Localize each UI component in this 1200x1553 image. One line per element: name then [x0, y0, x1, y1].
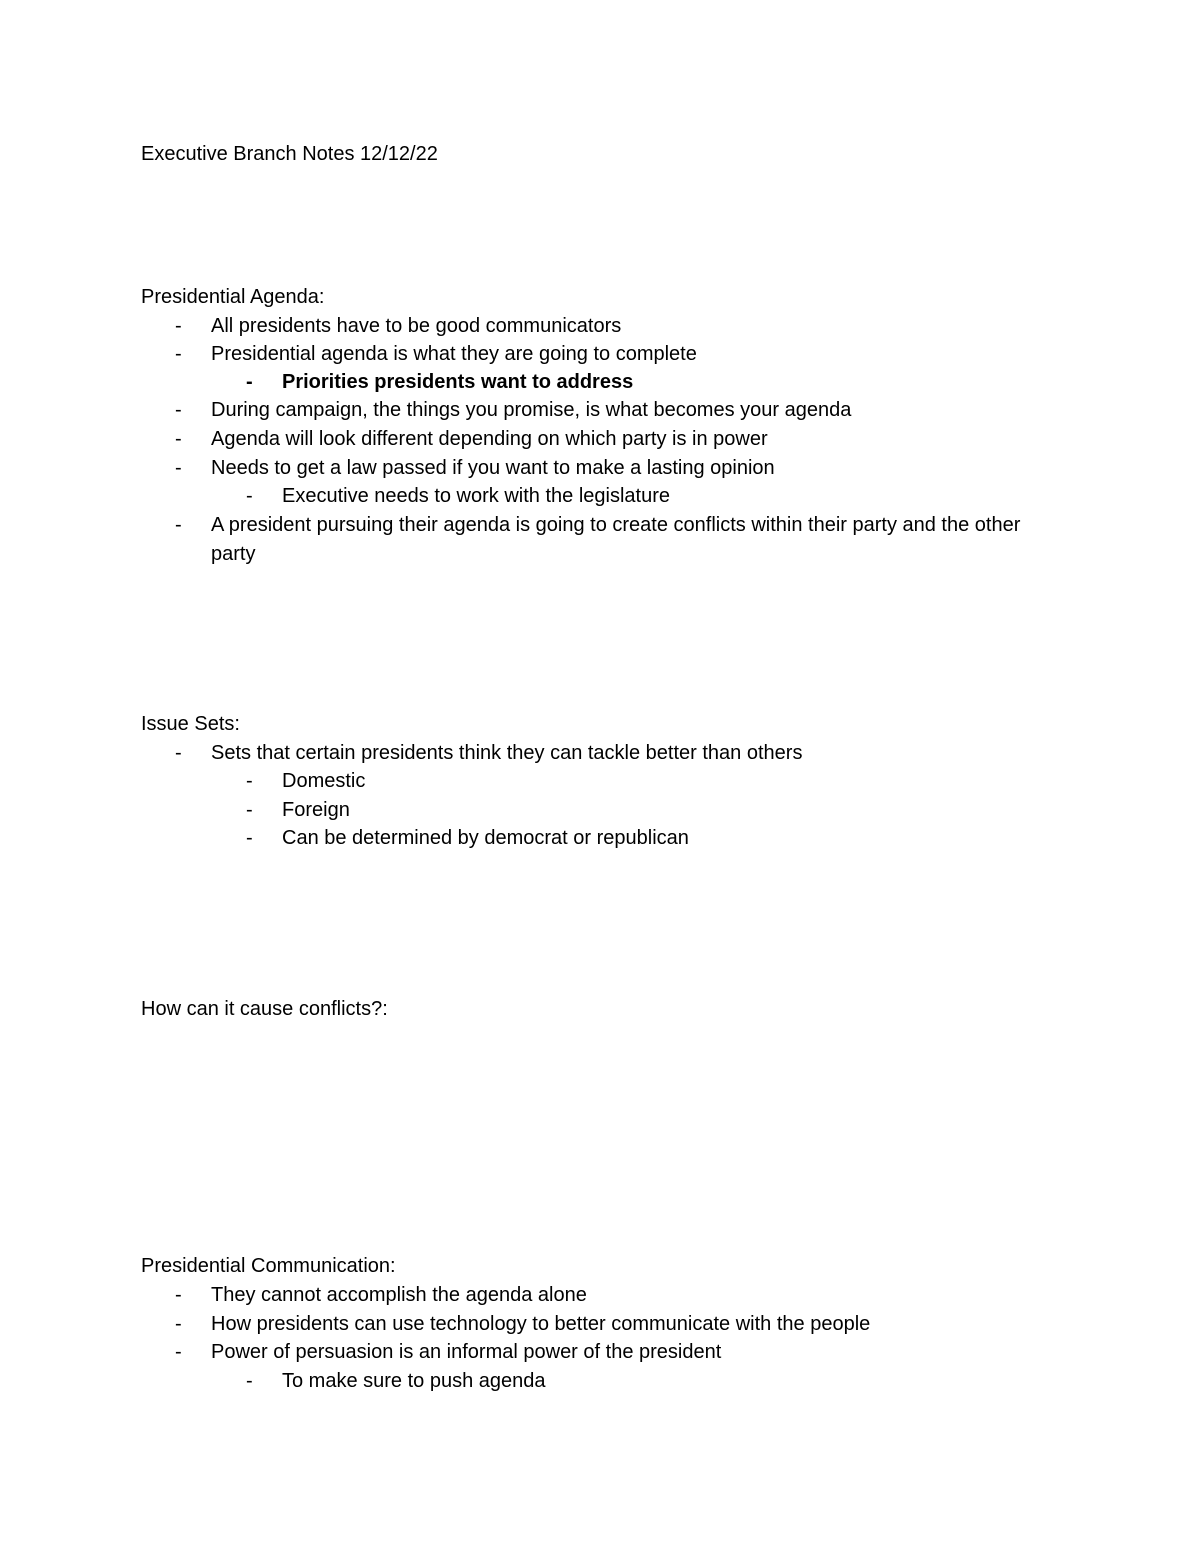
list-item-text: To make sure to push agenda — [282, 1370, 546, 1392]
section-heading-presidential-communication: Presidential Communication: — [141, 1255, 396, 1277]
bullet-dash: - — [246, 485, 253, 507]
list-item-text: Presidential agenda is what they are going to complete — [211, 343, 697, 365]
list-item-text: Can be determined by democrat or republican — [282, 827, 689, 849]
list-item-text: They cannot accomplish the agenda alone — [211, 1284, 587, 1306]
bullet-dash: - — [246, 799, 253, 821]
bullet-dash: - — [175, 315, 182, 337]
list-item-text: How presidents can use technology to better communicate with the people — [211, 1313, 871, 1335]
bullet-dash: - — [175, 399, 182, 421]
list-item-text: Power of persuasion is an informal power of the president — [211, 1341, 722, 1363]
list-item-text: Foreign — [282, 799, 350, 821]
bullet-dash: - — [175, 343, 182, 365]
bullet-dash: - — [246, 770, 253, 792]
bullet-dash: - — [175, 1313, 182, 1335]
bullet-dash: - — [246, 1370, 253, 1392]
list-item-text: A president pursuing their agenda is going to create conflicts within their party and the other party — [211, 514, 1021, 565]
list-item-text: Executive needs to work with the legislature — [282, 485, 670, 507]
bullet-dash: - — [175, 457, 182, 479]
bullet-dash: - — [175, 1284, 182, 1306]
list-item-text: All presidents have to be good communicators — [211, 315, 622, 337]
section-heading-issue-sets: Issue Sets: — [141, 713, 240, 735]
list-item-text: Sets that certain presidents think they can tackle better than others — [211, 742, 803, 764]
list-item-text: Needs to get a law passed if you want to make a lasting opinion — [211, 457, 775, 479]
bullet-dash: - — [175, 428, 182, 450]
bullet-dash: - — [175, 1341, 182, 1363]
list-item-text: Priorities presidents want to address — [282, 371, 634, 393]
document-title: Executive Branch Notes 12/12/22 — [141, 143, 438, 165]
bullet-dash: - — [175, 514, 182, 536]
section-heading-conflicts: How can it cause conflicts?: — [141, 998, 388, 1020]
section-heading-presidential-agenda: Presidential Agenda: — [141, 286, 325, 308]
list-item-text: During campaign, the things you promise, is what becomes your agenda — [211, 399, 852, 421]
list-item-text: Agenda will look different depending on which party is in power — [211, 428, 768, 450]
bullet-dash: - — [246, 827, 253, 849]
bullet-dash: - — [246, 371, 253, 393]
bullet-dash: - — [175, 742, 182, 764]
list-item-text: Domestic — [282, 770, 366, 792]
